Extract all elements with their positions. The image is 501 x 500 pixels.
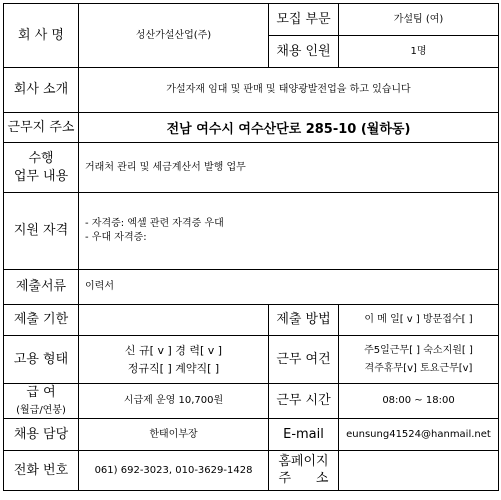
salary-value: 시급제 운영 10,700원 xyxy=(79,384,269,419)
employment-type-line1: 신 규[ v ] 경 력[ v ] xyxy=(124,343,223,357)
job-posting-form xyxy=(3,3,499,491)
work-hours-label: 근무 시간 xyxy=(269,384,339,419)
company-name-value: 성산가설산업(주) xyxy=(79,4,269,68)
qualification-value xyxy=(79,193,499,270)
deadline-value xyxy=(79,305,269,336)
work-hours-value: 08:00 ~ 18:00 xyxy=(339,384,499,419)
homepage-label-line2: 주 소 xyxy=(278,470,329,486)
recruit-dept-label: 모집 부문 xyxy=(269,4,339,36)
phone-label: 전화 번호 xyxy=(4,451,79,491)
work-conditions-value xyxy=(339,336,499,384)
hr-contact-label: 채용 담당 xyxy=(4,419,79,451)
deadline-label: 제출 기한 xyxy=(4,305,79,336)
submit-method-label: 제출 방법 xyxy=(269,305,339,336)
hr-contact-value: 한태이부장 xyxy=(79,419,269,451)
employment-type-label: 고용 형태 xyxy=(4,336,79,384)
work-conditions-line1: 주5일근무[ ] 숙소지원[ ] xyxy=(364,344,473,356)
homepage-label xyxy=(269,451,339,491)
work-conditions-line2: 격주휴무[v] 토요근무[v] xyxy=(364,362,473,374)
email-label: E-mail xyxy=(269,419,339,451)
company-intro-label: 회사 소개 xyxy=(4,68,79,113)
hire-count-label: 채용 인원 xyxy=(269,36,339,68)
qualification-label: 지원 자격 xyxy=(4,193,79,270)
company-intro-value: 가설자재 임대 및 판매 및 태양광발전업을 하고 있습니다 xyxy=(79,68,499,113)
duties-label xyxy=(4,143,79,193)
homepage-value xyxy=(339,451,499,491)
qualification-line2: - 우대 자격증: xyxy=(85,232,147,243)
duties-value: 거래처 관리 및 세금계산서 발행 업무 xyxy=(79,143,499,193)
documents-label: 제출서류 xyxy=(4,270,79,305)
documents-value: 이력서 xyxy=(79,270,499,305)
homepage-label-line1: 홈페이지 xyxy=(278,454,329,470)
phone-value: 061) 692-3023, 010-3629-1428 xyxy=(79,451,269,491)
submit-method-value: 이 메 일[ v ] 방문접수[ ] xyxy=(339,305,499,336)
salary-label-line2: (월급/연봉) xyxy=(16,404,66,416)
employment-type-value xyxy=(79,336,269,384)
company-name-label: 회 사 명 xyxy=(4,4,79,68)
recruit-dept-value: 가설팀 (여) xyxy=(339,4,499,36)
employment-type-line2: 정규직[ ] 계약직[ ] xyxy=(127,361,220,375)
duties-label-line1: 수행 xyxy=(28,150,54,166)
work-address-label: 근무지 주소 xyxy=(4,113,79,143)
email-value: eunsung41524@hanmail.net xyxy=(339,419,499,451)
salary-label-line1: 급 여 xyxy=(26,385,56,401)
salary-label xyxy=(4,384,79,419)
duties-label-line2: 업무 내용 xyxy=(13,168,69,184)
work-conditions-label: 근무 여건 xyxy=(269,336,339,384)
qualification-line1: - 자격증: 엑셀 관련 자격증 우대 xyxy=(85,218,224,229)
work-address-value: 전남 여수시 여수산단로 285-10 (월하동) xyxy=(79,113,499,143)
hire-count-value: 1명 xyxy=(339,36,499,68)
